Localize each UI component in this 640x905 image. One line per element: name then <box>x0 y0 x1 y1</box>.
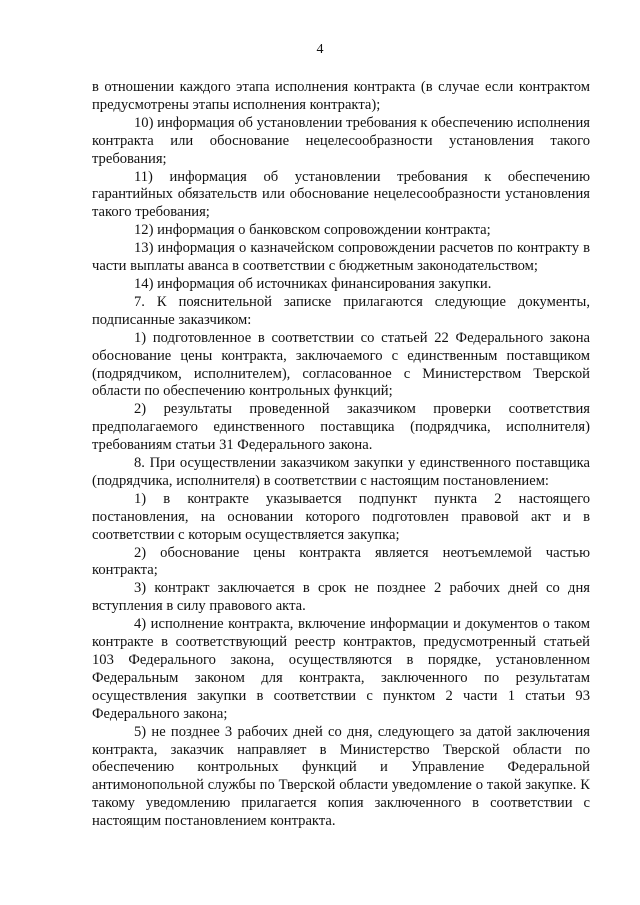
paragraph: 7. К пояснительной записке прилагаются следующие документы, подписанные заказчиком: <box>92 293 590 328</box>
paragraph: 1) в контракте указывается подпункт пункта 2 настоящего постановления, на основании которого подготовлен правовой акт и в соответствии с которым осуществляется закупка; <box>92 490 590 543</box>
paragraph: 8. При осуществлении заказчиком закупки у единственного поставщика (подрядчика, исполнителя) в соответствии с настоящим постановлением: <box>92 455 590 489</box>
paragraph: 5) не позднее 3 рабочих дней со дня, следующего за датой заключения контракта, заказчик направляет в Министерство Тверской области по обеспечению контрольных функций и Управление Федеральной антимонопольной службы по Тверской области уведомление о такой закупке. К такому уведомлению прилагается копия заключенного в соответствии с настоящим постановлением контракта. <box>92 723 590 830</box>
paragraph: 2) обоснование цены контракта является неотъемлемой частью контракта; <box>92 544 590 579</box>
page-number: 4 <box>316 42 324 57</box>
paragraph: 10) информация об установлении требования к обеспечению исполнения контракта или обоснование нецелесообразности установления такого требования; <box>92 114 590 167</box>
paragraph: 2) результаты проведенной заказчиком проверки соответствия предполагаемого единственного поставщика (подрядчика, исполнителя) требованиям статьи 31 Федерального закона. <box>92 401 590 454</box>
paragraph: в отношении каждого этапа исполнения контракта (в случае если контрактом предусмотрены этапы исполнения контракта); <box>92 79 590 113</box>
document-body <box>92 79 590 831</box>
paragraph: 4) исполнение контракта, включение информации и документов о таком контракте в соответствующий реестр контрактов, предусмотренный статьей 103 Федерального закона, осуществляются в порядке, установленном Федеральным законом для контракта, заключенного по результатам осуществления закупки в соответствии с пунктом 2 части 1 статьи 93 Федерального закона; <box>92 616 590 722</box>
paragraph: 1) подготовленное в соответствии со статьей 22 Федерального закона обоснование цены контракта, заключаемого с единственным поставщиком (подрядчиком, исполнителем), согласованное с Министерством Тверской области по обеспечению контрольных функций; <box>92 329 590 400</box>
paragraph: 13) информация о казначейском сопровождении расчетов по контракту в части выплаты аванса в соответствии с бюджетным законодательством; <box>92 240 590 275</box>
paragraph: 12) информация о банковском сопровождении контракта; <box>134 222 491 239</box>
paragraph: 14) информация об источниках финансирования закупки. <box>134 275 492 292</box>
paragraph: 3) контракт заключается в срок не позднее 2 рабочих дней со дня вступления в силу правового акта. <box>92 580 590 615</box>
paragraph: 11) информация об установлении требования к обеспечению гарантийных обязательств или обоснование нецелесообразности установления такого требования; <box>92 168 590 221</box>
